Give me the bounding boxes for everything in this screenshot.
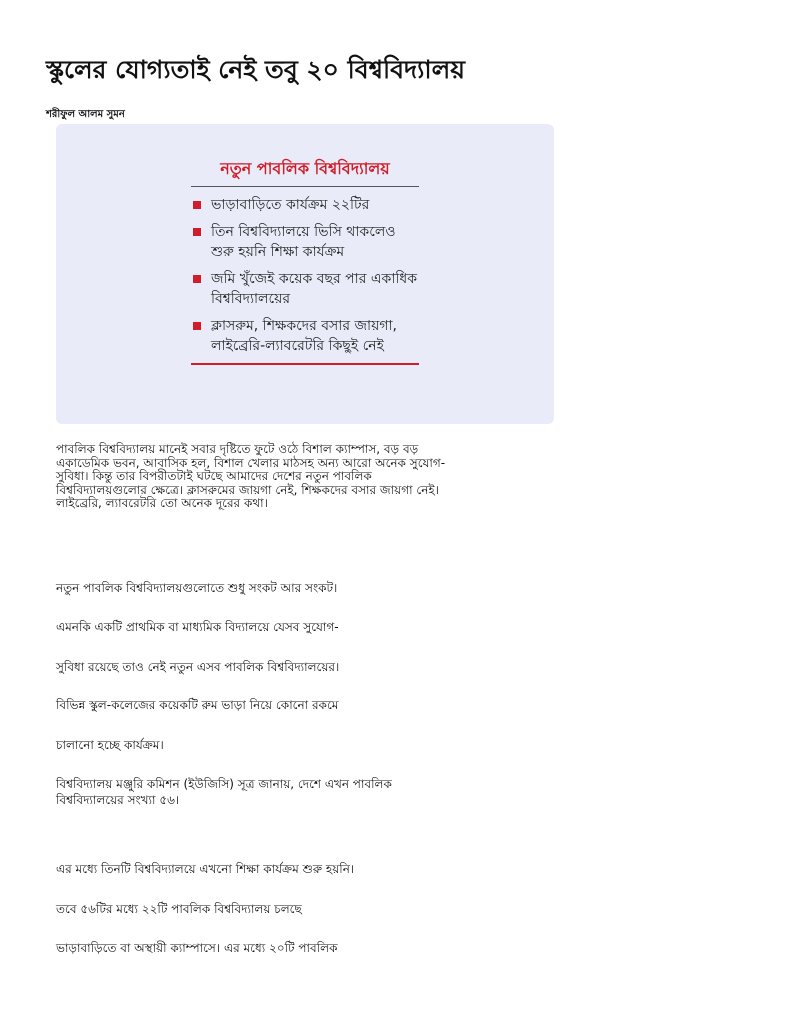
- infobox-bottom-rule: [191, 363, 419, 365]
- body-line: তবে ৫৬টির মধ্যে ২২টি পাবলিক বিশ্ববিদ্যালয় চলছে: [56, 902, 302, 916]
- infobox: [56, 124, 554, 424]
- infobox-content: [191, 158, 419, 365]
- byline: শরীফুল আলম সুমন: [46, 109, 125, 120]
- infobox-item: [191, 269, 419, 309]
- body-line: নতুন পাবলিক বিশ্ববিদ্যালয়গুলোতে শুধু সংকট আর সংকট।: [56, 581, 338, 595]
- square-bullet-icon: [193, 228, 201, 236]
- square-bullet-icon: [193, 201, 201, 209]
- infobox-item-text: তিন বিশ্ববিদ্যালয়ে ভিসি থাকলেও শুরু হয়নি শিক্ষা কার্যক্রম: [211, 224, 396, 260]
- infobox-title: নতুন পাবলিক বিশ্ববিদ্যালয়: [191, 158, 419, 187]
- infobox-item: [191, 222, 419, 262]
- infobox-item: [191, 316, 419, 356]
- body-paragraph-intro: পাবলিক বিশ্ববিদ্যালয় মানেই সবার দৃষ্টিতে ফুটে ওঠে বিশাল ক্যাম্পাস, বড় বড় একাডেমিক ভবন, আবাসিক হল, বিশাল খেলার মাঠসহ অন্য আরো অনেক সুযোগ-সুবিধা। কিন্তু তার বিপরীতটাই ঘটছে আমাদের দেশের নতুন পাবলিক বিশ্ববিদ্যালয়গুলোর ক্ষেত্রে। ক্লাসরুমের জায়গা নেই, শিক্ষকদের বসার জায়গা নেই। লাইব্রেরি, ল্যাবরেটরি তো অনেক দূরের কথা।: [56, 442, 446, 510]
- infobox-list: [191, 195, 419, 356]
- infobox-item: [191, 195, 419, 215]
- body-line: চালানো হচ্ছে কার্যক্রম।: [56, 738, 164, 752]
- headline: স্কুলের যোগ্যতাই নেই তবু ২০ বিশ্ববিদ্যালয়: [46, 55, 466, 84]
- infobox-item-text: জমি খুঁজেই কয়েক বছর পার একাধিক বিশ্ববিদ্যালয়ের: [211, 271, 418, 307]
- body-line: ভাড়াবাড়িতে বা অস্থায়ী ক্যাম্পাসে। এর মধ্যে ২০টি পাবলিক: [56, 941, 338, 955]
- body-line: সুবিধা রয়েছে তাও নেই নতুন এসব পাবলিক বিশ্ববিদ্যালয়ের।: [56, 660, 340, 674]
- body-line: বিভিন্ন স্কুল-কলেজের কয়েকটি রুম ভাড়া নিয়ে কোনো রকমে: [56, 698, 339, 712]
- square-bullet-icon: [193, 275, 201, 283]
- square-bullet-icon: [193, 322, 201, 330]
- infobox-item-text: ভাড়াবাড়িতে কার্যক্রম ২২টির: [211, 197, 370, 213]
- body-paragraph-ugc: বিশ্ববিদ্যালয় মঞ্জুরি কমিশন (ইউজিসি) সূত্র জানায়, দেশে এখন পাবলিক বিশ্ববিদ্যালয়ের সংখ্যা ৫৬।: [56, 777, 392, 807]
- body-line: এমনকি একটি প্রাথমিক বা মাধ্যমিক বিদ্যালয়ে যেসব সুযোগ-: [56, 620, 339, 634]
- body-line: এর মধ্যে তিনটি বিশ্ববিদ্যালয়ে এখনো শিক্ষা কার্যক্রম শুরু হয়নি।: [56, 862, 355, 876]
- infobox-item-text: ক্লাসরুম, শিক্ষকদের বসার জায়গা, লাইব্রেরি-ল্যাবরেটরি কিছুই নেই: [211, 318, 398, 354]
